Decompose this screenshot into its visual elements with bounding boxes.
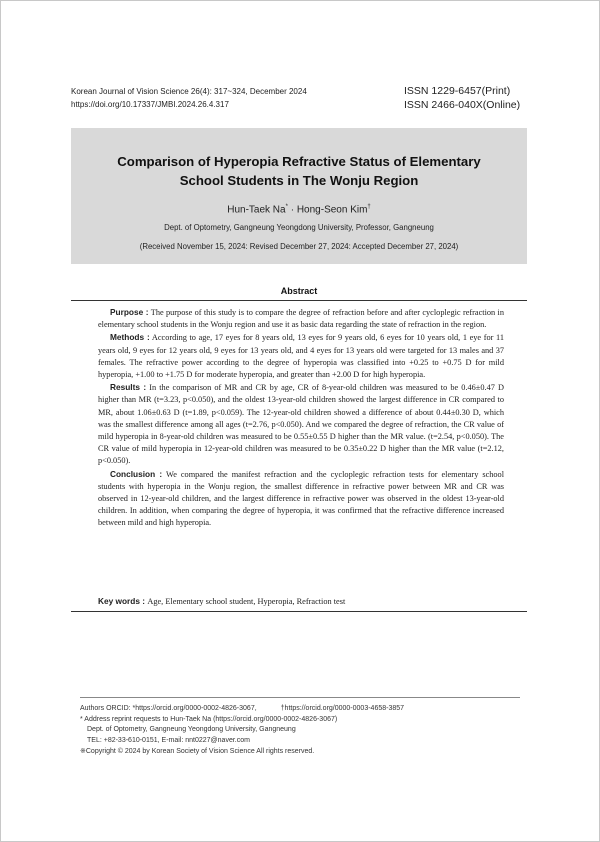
paper-title [71,152,527,190]
author-mark: † [367,204,371,210]
author-mark: * [285,204,288,210]
footnotes [80,704,520,758]
issn-block [404,84,520,112]
conclusion-label: Conclusion : [110,468,163,479]
issn-print: ISSN 1229-6457(Print) [404,85,511,97]
abstract-conclusion [98,468,504,530]
received-dates: (Received November 15, 2024: Revised December 27, 2024: Accepted December 27, 2024) [139,242,459,251]
reprint-address: * Address reprint requests to Hun-Taek Na (https://orcid.org/0000-0002-4826-3067) [80,715,338,723]
abstract-results [98,381,504,467]
issn-online: ISSN 2466-040X(Online) [404,99,521,111]
abstract-bottom-rule [71,611,527,612]
abstract-top-rule [71,300,527,301]
purpose-text: The purpose of this study is to compare the degree of refraction before and after cycloplegic refraction in elementary school students in the Wonju region and use it as basic data regarding the state of refraction in the region. [98,308,504,330]
author-separator: · [287,204,297,216]
author-name: Hun-Taek Na [227,204,286,216]
contact-info: TEL: +82-33-610-0151, E-mail: nnt0227@naver.com [87,737,250,745]
doi-link[interactable]: https://doi.org/10.17337/JMBI.2024.26.4.317 [71,100,229,109]
paper-title-line1: Comparison of Hyperopia Refractive Status of Elementary [117,154,481,169]
keywords [98,596,504,606]
journal-header [71,85,307,111]
abstract-heading: Abstract [280,286,318,296]
orcid-line [80,704,520,715]
orcid-link[interactable]: *https://orcid.org/0000-0002-4826-3067, [132,705,257,712]
methods-text: According to age, 17 eyes for 8 years old, 13 eyes for 9 years old, 6 eyes for 10 years old, 1 eye for 11 years old, 9 eyes for 12 years old, 9 eyes for 13 years old, and 4 eyes for 13 years old were targeted for 13 males and 37 females. The refractive power according to the degree of hyperopia was classified into +0.25 to +0.75 D for mild hyperopia, +1.00 to +1.75 D for moderate hyperopia, and greater than +2.00 D for high hyperopia. [98,333,504,380]
orcid-link[interactable]: †https://orcid.org/0000-0003-4658-3857 [280,705,405,712]
methods-label: Methods : [110,332,150,343]
author-line [71,204,527,215]
affiliation: Dept. of Optometry, Gangneung Yeongdong University, Professor, Gangneung [164,223,434,232]
keywords-text: Age, Elementary school student, Hyperopia, Refraction test [147,597,346,606]
copyright-notice: ※Copyright © 2024 by Korean Society of Vision Science All rights reserved. [80,747,315,755]
paper-title-line2: School Students in The Wonju Region [179,173,419,188]
reprint-department: Dept. of Optometry, Gangneung Yeongdong University, Gangneung [87,726,296,734]
footnote-rule [80,697,520,698]
keywords-label: Key words : [98,596,146,606]
journal-citation: Korean Journal of Vision Science 26(4): 317~324, December 2024 [71,87,307,96]
orcid-label: Authors ORCID: [80,705,133,712]
results-text: In the comparison of MR and CR by age, CR of 8-year-old children was measured to be 0.46±0.47 D higher than MR (t=3.23, p<0.050), and the oldest 13-year-old children showed the largest difference in CR compared to MR, about 1.06±0.63 D (t=1.89, p<0.059). The 12-year-old children showed a difference of about 0.44±0.30 D, which was the smallest difference among all ages (t=2.76, p<0.050). And we compared the degree of refraction, the CR value of mild hyperopia in 8-year-old children was measured to be 0.55±0.55 D higher than the MR value. (t=2.54, p<0.050). The CR value of mild hyperopia in 12-year-old children was measured to be 0.35±0.22 D higher than the MR value (t=2.12, p<0.050). [98,383,504,466]
abstract-body [98,306,504,530]
purpose-label: Purpose : [110,307,149,317]
abstract-methods [98,331,504,381]
conclusion-text: We compared the manifest refraction and the cycloplegic refraction tests for elementary school students with hyperopia in the Wonju region, the smallest difference in refractive power between MR and CR was observed in 12-year-old children, and the largest difference in refractive power was observed in the oldest 13-year-old children. In addition, when comparing the degree of hyperopia, it was confirmed that the refractive difference increased between mild and high hyperopia. [98,469,505,528]
results-label: Results : [110,382,147,393]
author-name: Hong-Seon Kim [296,204,368,216]
abstract-purpose [98,306,504,331]
